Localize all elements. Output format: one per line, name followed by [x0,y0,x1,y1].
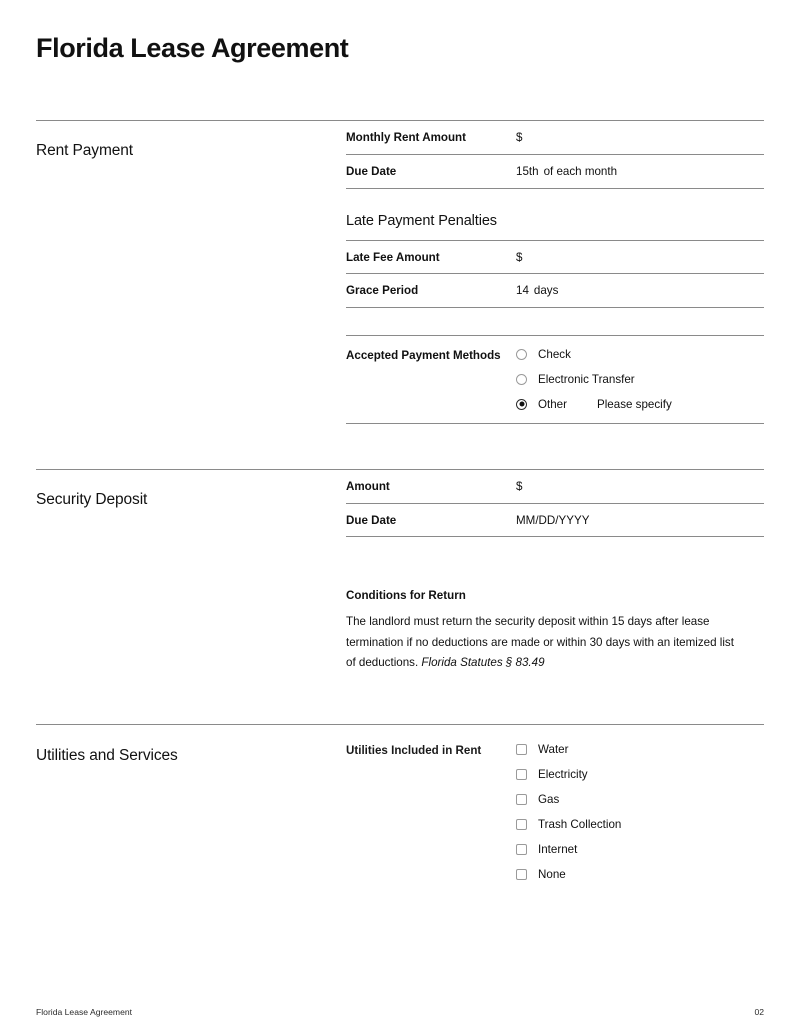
note-citation-florida-statutes: Florida Statutes § 83.49 [421,656,545,670]
checkbox-label-internet: Internet [538,843,578,857]
checkbox-label-none: None [538,868,566,882]
grace-period-unit: days [533,284,559,298]
checkbox-group-utilities-included [516,743,764,881]
checkbox-option-trash-collection[interactable] [516,818,764,831]
note-text-conditions: The landlord must return the security deposit within 15 days after lease termination if no deductions are made or within 30 days with an itemized list of deductions. [346,615,734,670]
rent-due-date-value: 15th [516,165,539,179]
checkbox-icon-gas[interactable] [516,794,527,805]
checkbox-label-gas: Gas [538,793,560,807]
section-body-rent-payment [346,121,764,469]
grace-period-value: 14 [516,284,529,298]
field-label-late-fee-amount: Late Fee Amount [346,250,440,264]
section-security-deposit [36,469,764,724]
page-title: Florida Lease Agreement [36,33,349,63]
section-title-security-deposit: Security Deposit [36,490,148,508]
field-label-deposit-amount: Amount [346,479,390,493]
checkbox-label-water: Water [538,743,569,757]
field-row-deposit-due-date [346,504,764,538]
field-row-accepted-payment-methods [346,336,764,424]
radio-group-accepted-payment-methods [516,348,764,411]
radio-label-other: Other [538,397,567,411]
checkbox-option-none[interactable] [516,868,764,881]
checkbox-icon-trash-collection[interactable] [516,819,527,830]
section-title-rent-payment: Rent Payment [36,142,134,160]
field-label-monthly-rent-amount: Monthly Rent Amount [346,131,466,145]
radio-label-electronic-transfer: Electronic Transfer [538,372,635,386]
field-label-grace-period: Grace Period [346,284,419,298]
footer-page-number: 02 [754,1007,764,1017]
note-body-conditions-for-return [346,612,738,674]
field-row-late-fee-amount [346,241,764,275]
footer-document-name: Florida Lease Agreement [36,1007,133,1017]
page-footer [36,1007,764,1017]
checkbox-label-trash-collection: Trash Collection [538,818,622,832]
rule-divider-payment-methods [346,308,764,336]
radio-option-electronic-transfer[interactable] [516,373,764,386]
field-value-rent-due-date[interactable] [516,164,764,180]
field-row-grace-period [346,274,764,308]
checkbox-option-water[interactable] [516,743,764,756]
rent-due-date-unit: of each month [543,165,618,179]
field-value-deposit-amount[interactable]: $ [516,479,523,493]
field-row-rent-due-date [346,155,764,189]
section-body-utilities-and-services [346,725,764,921]
note-title-conditions-for-return: Conditions for Return [346,589,466,603]
section-body-security-deposit [346,470,764,724]
section-title-utilities-and-services: Utilities and Services [36,747,178,765]
checkbox-option-gas[interactable] [516,793,764,806]
radio-option-other[interactable] [516,398,764,411]
field-value-monthly-rent-amount[interactable]: $ [516,131,523,145]
field-value-late-fee-amount[interactable]: $ [516,250,523,264]
checkbox-option-internet[interactable] [516,843,764,856]
field-row-deposit-amount [346,470,764,504]
field-label-utilities-included-in-rent: Utilities Included in Rent [346,744,482,758]
checkbox-icon-electricity[interactable] [516,769,527,780]
field-value-deposit-due-date[interactable]: MM/DD/YYYY [516,513,590,527]
checkbox-option-electricity[interactable] [516,768,764,781]
field-row-utilities-included [346,743,764,881]
radio-hint-other-specify[interactable]: Please specify [597,397,672,411]
note-conditions-for-return [346,537,764,674]
radio-icon-check[interactable] [516,349,527,360]
radio-icon-other[interactable] [516,399,527,410]
checkbox-icon-internet[interactable] [516,844,527,855]
field-value-grace-period[interactable] [516,283,764,299]
checkbox-icon-water[interactable] [516,744,527,755]
radio-icon-electronic-transfer[interactable] [516,374,527,385]
radio-label-check: Check [538,347,571,361]
field-label-deposit-due-date: Due Date [346,513,397,527]
subheading-late-payment-penalties: Late Payment Penalties [346,189,764,241]
field-row-monthly-rent-amount [346,121,764,155]
field-label-rent-due-date: Due Date [346,165,397,179]
checkbox-label-electricity: Electricity [538,768,588,782]
field-label-accepted-payment-methods: Accepted Payment Methods [346,348,501,362]
checkbox-icon-none[interactable] [516,869,527,880]
radio-option-check[interactable] [516,348,764,361]
section-utilities-and-services [36,724,764,921]
section-rent-payment [36,120,764,469]
